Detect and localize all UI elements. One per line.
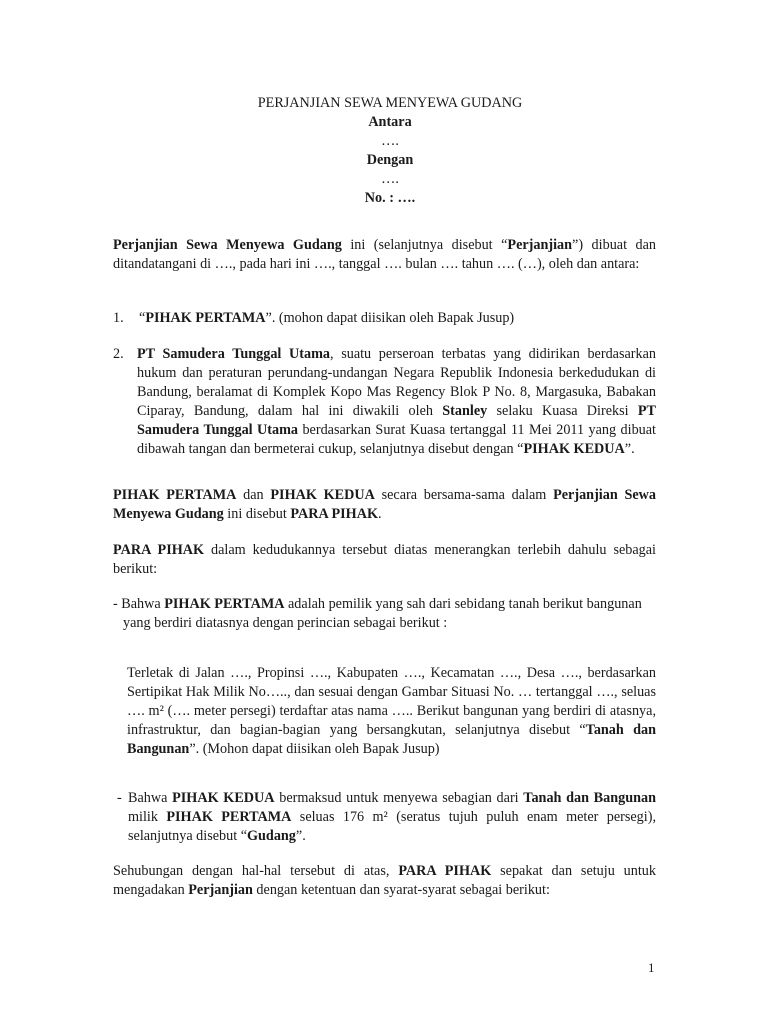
- party-item-1-number: 1.: [113, 310, 124, 326]
- recital-bullet-2-bold-1: PIHAK KEDUA: [172, 790, 275, 806]
- party-item-1: [113, 309, 656, 328]
- party-item-1-rest: ”. (mohon dapat diisikan oleh Bapak Jusup): [265, 310, 515, 326]
- page-number: 1: [648, 960, 655, 975]
- land-details-text-2: ”. (Mohon dapat diisikan oleh Bapak Jusup): [189, 741, 440, 757]
- party-item-2: [113, 345, 656, 478]
- recital-bullet-2: [117, 789, 656, 846]
- party-item-2-text-4: ”.: [624, 441, 635, 457]
- recital-bullet-1: [113, 595, 656, 652]
- recital-bullet-1-line-1: [113, 595, 656, 614]
- party-item-1-bold: PIHAK PERTAMA: [145, 310, 266, 326]
- intro-text-1: ini (selanjutnya disebut “: [341, 237, 508, 253]
- intro-agreement-name: Perjanjian Sewa Menyewa Gudang: [113, 237, 342, 253]
- company-name: PT Samudera Tunggal Utama: [137, 346, 330, 362]
- para-pihak-definition: [113, 486, 656, 524]
- para1-bold-2: PIHAK KEDUA: [270, 487, 375, 503]
- party-item-2-text-2: selaku Kuasa Direksi: [487, 403, 638, 419]
- recital-bullet-2-text-5: ”.: [295, 828, 306, 844]
- representative-name: Stanley: [442, 403, 488, 419]
- recital-bullet-2-text-2: bermaksud untuk menyewa sebagian dari: [274, 790, 524, 806]
- title-number: No. : ….: [364, 190, 416, 206]
- intro-perjanjian: Perjanjian: [507, 237, 573, 253]
- recital-bullet-2-text: [128, 789, 656, 846]
- para3-text-3: dengan ketentuan dan syarat-syarat sebagai berikut:: [252, 882, 550, 898]
- recital-bullet-1-line-2: [123, 614, 656, 633]
- recital-bullet-2-dash: -: [117, 790, 122, 806]
- agreement-conclusion: [113, 862, 656, 900]
- party-item-2-text-3: berdasarkan Surat Kuasa tertanggal 11 Mei 2011 yang dibuat dibawah tangan dan bermeterai cukup, selanjutnya disebut dengan “: [137, 422, 657, 457]
- recital-bullet-1-text-1: Bahwa: [121, 596, 165, 612]
- intro-paragraph: [113, 236, 656, 274]
- party-item-1-quote: “: [139, 310, 146, 326]
- para1-text-4: .: [377, 506, 382, 522]
- land-details-bold: Tanah dan Bangunan: [127, 722, 656, 757]
- title-placeholder-1: ….: [381, 133, 399, 149]
- recital-bullet-2-bold-4: Gudang: [247, 828, 296, 844]
- party-item-2-number: 2.: [113, 346, 124, 362]
- title-dengan: Dengan: [366, 152, 414, 168]
- recital-bullet-2-bold-3: PIHAK PERTAMA: [166, 809, 292, 825]
- para3-text-2: sepakat dan setuju untuk mengadakan: [113, 863, 656, 898]
- company-name-2: PT Samudera Tunggal Utama: [137, 403, 657, 438]
- para2-bold: PARA PIHAK: [113, 542, 205, 558]
- recitals-intro: [113, 541, 656, 579]
- para3-bold-2: Perjanjian: [188, 882, 253, 898]
- document-title: PERJANJIAN SEWA MENYEWA GUDANG: [257, 95, 523, 111]
- document-title-block: [0, 94, 768, 208]
- land-details-text-1: Terletak di Jalan …., Propinsi …., Kabupaten …., Kecamatan …., Desa …., berdasarkan Sertipikat Hak Milik No….., dan sesuai dengan Gambar Situasi No. … tertanggal …., seluas …. m² (…. meter persegi) terdaftar atas nama ….. Berikut bangunan yang berdiri di atasnya, infrastruktur, dan bagian-bagian yang bersangkutan, selanjutnya disebut “: [127, 665, 656, 738]
- recital-bullet-2-text-3: milik: [128, 809, 167, 825]
- para3-bold-1: PARA PIHAK: [398, 863, 492, 879]
- title-antara: Antara: [368, 114, 412, 130]
- recital-bullet-1-dash: -: [113, 596, 122, 612]
- party-item-2-text: [137, 345, 656, 459]
- recital-bullet-1-bold: PIHAK PERTAMA: [164, 596, 285, 612]
- party-item-2-text-1: , suatu perseroan terbatas yang didirikan berdasarkan hukum dan peraturan perundang-undangan Negara Republik Indonesia berkedudukan di Bandung, beralamat di Komplek Kopo Mas Regency Blok P No. 8, Margasuka, Babakan Ciparay, Bandung, dalam hal ini diwakili oleh: [137, 346, 657, 419]
- para1-bold-1: PIHAK PERTAMA: [113, 487, 237, 503]
- party-item-1-text: [139, 309, 658, 328]
- para1-bold-4: PARA PIHAK: [290, 506, 378, 522]
- para2-text: dalam kedudukannya tersebut diatas menerangkan terlebih dahulu sebagai berikut:: [113, 542, 656, 577]
- intro-text-2: ”) dibuat dan ditandatangani di …., pada hari ini …., tanggal …. bulan …. tahun …. (…), oleh dan antara:: [113, 237, 657, 272]
- para1-bold-3: Perjanjian Sewa Menyewa Gudang: [113, 487, 656, 522]
- recital-bullet-2-bold-2: Tanah dan Bangunan: [523, 790, 656, 806]
- para1-text-1: dan: [236, 487, 271, 503]
- title-placeholder-2: ….: [381, 171, 399, 187]
- land-details-paragraph: [127, 664, 656, 759]
- recital-bullet-1-text-2: adalah pemilik yang sah dari sebidang tanah berikut bangunan: [284, 596, 642, 612]
- para1-text-2: secara bersama-sama dalam: [374, 487, 554, 503]
- recital-bullet-2-text-1: Bahwa: [128, 790, 173, 806]
- recital-bullet-2-text-4: seluas 176 m² (seratus tujuh puluh enam meter persegi), selanjutnya disebut “: [128, 809, 656, 844]
- para3-text-1: Sehubungan dengan hal-hal tersebut di atas,: [113, 863, 399, 879]
- recital-bullet-1-line-2-text: yang berdiri diatasnya dengan perincian sebagai berikut :: [123, 615, 448, 631]
- pihak-kedua-label: PIHAK KEDUA: [523, 441, 625, 457]
- para1-text-3: ini disebut: [223, 506, 291, 522]
